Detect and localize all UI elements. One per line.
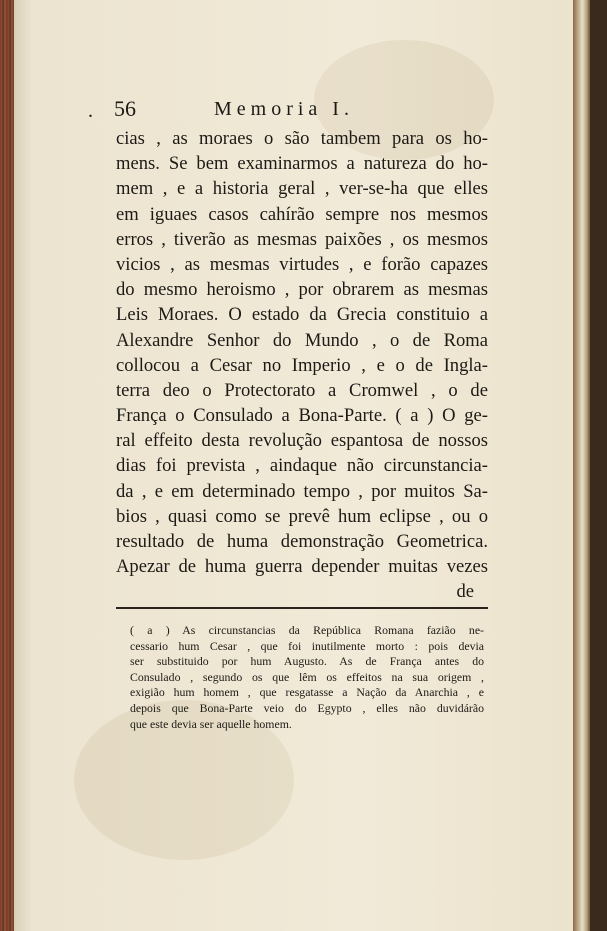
body-line: mens. Se bem examinarmos a natureza do ho- xyxy=(116,153,488,175)
body-line: resultado de huma demonstração Geometrica. xyxy=(116,531,488,552)
body-line: do mesmo heroismo , por obrarem as mesmas xyxy=(116,279,488,301)
body-line: em iguaes casos cahírão sempre nos mesmos xyxy=(116,203,488,225)
footnote-line: depois que Bona-Parte veio do Egypto , elles não duvidárão xyxy=(130,700,484,715)
page-fore-edge xyxy=(573,0,590,931)
margin-mark: . xyxy=(88,100,93,122)
body-line: terra deo o Protectorato a Cromwel , o de xyxy=(116,379,488,401)
body-line: mem , e a historia geral , ver-se-ha que elles xyxy=(116,178,488,200)
footnote-line: ( a ) As circunstancias da República Romana fazião ne- xyxy=(130,623,484,637)
page-number: 56 xyxy=(114,96,136,121)
footnote-rule xyxy=(116,607,488,609)
body-text xyxy=(116,126,488,605)
body-line: cias , as moraes o são tambem para os ho- xyxy=(116,128,488,149)
footnote-line: cessario hum Cesar , que foi inutilmente morto : pois devia xyxy=(130,638,484,653)
body-line: Alexandre Senhor do Mundo , o de Roma xyxy=(116,329,488,351)
body-line: Apezar de huma guerra depender muitas vezes xyxy=(116,556,488,578)
footnote-line: que este devia ser aquelle homem. xyxy=(130,716,292,731)
body-line: da , e em determinado tempo , por muitos Sa- xyxy=(116,480,488,502)
catchword: de xyxy=(456,581,474,603)
body-line: vicios , as mesmas virtudes , e forão capazes xyxy=(116,253,488,275)
page-header xyxy=(88,96,516,126)
body-line: erros , tiverão as mesmas paixões , os mesmos xyxy=(116,228,488,250)
body-line: bios , quasi como se prevê hum eclipse , ou o xyxy=(116,505,488,527)
body-line: ral effeito desta revolução espantosa de nossos xyxy=(116,430,488,452)
body-line: collocou a Cesar no Imperio , e o de Ingla- xyxy=(116,354,488,376)
footnote-line: Consulado , segundo os que lêm os effeitos na sua origem , xyxy=(130,669,484,684)
book-spine-edge xyxy=(0,0,14,931)
running-title: Memoria I. xyxy=(214,98,354,120)
footnote xyxy=(130,623,484,732)
footnote-line: exigião hum homem , que resgatasse a Nação da Anarchia , e xyxy=(130,685,484,700)
body-line: dias foi prevista , aindaque não circunstancia- xyxy=(116,455,488,477)
body-line: Leis Moraes. O estado da Grecia constituio a xyxy=(116,304,488,326)
footnote-line: ser substituido por hum Augusto. As de França antes do xyxy=(130,654,484,669)
body-line: França o Consulado a Bona-Parte. ( a ) O ge- xyxy=(116,405,488,427)
